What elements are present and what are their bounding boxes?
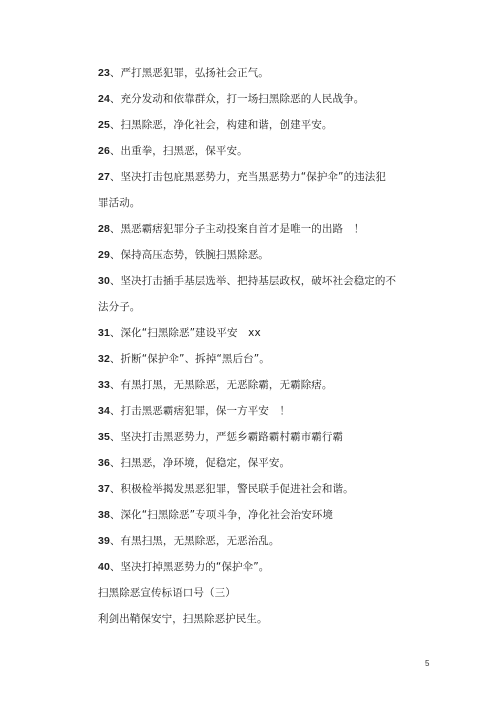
item-number: 38 — [98, 509, 110, 521]
list-item — [98, 170, 408, 210]
list-item — [98, 118, 408, 132]
list-item — [98, 66, 408, 80]
item-number: 30 — [98, 275, 110, 287]
item-text: 、充分发动和依靠群众，打一场扫黑除恶的人民战争。 — [109, 93, 365, 105]
item-text: 、积极检举揭发黑恶犯罪，警民联手促进社会和谐。 — [109, 483, 354, 495]
item-number: 32 — [98, 353, 110, 365]
item-text: 、严打黑恶犯罪，弘扬社会正气。 — [109, 67, 269, 79]
list-item — [98, 248, 408, 262]
item-text: 、黑恶霸痞犯罪分子主动投案自首才是唯一的出路 ！ — [109, 223, 365, 235]
item-text: 、有黑扫黑，无黑除恶，无恶治乱。 — [109, 535, 280, 547]
section-heading: 扫黑除恶宣传标语口号（三） — [98, 587, 236, 599]
item-text: 、坚决打击黑恶势力，严惩乡霸路霸村霸市霸行霸 — [109, 431, 344, 443]
list-item — [98, 92, 408, 106]
item-text: 、保持高压态势，铁腕扫黑除恶。 — [109, 249, 269, 261]
final-slogan: 利剑出鞘保安宁，扫黑除恶护民生。 — [98, 613, 268, 625]
item-text: 、深化“扫黑除恶”建设平安 xx — [109, 327, 261, 339]
item-number: 29 — [98, 249, 110, 261]
list-item — [98, 404, 408, 418]
item-number: 33 — [98, 379, 110, 391]
item-continuation: 法分子。 — [98, 301, 141, 313]
item-text: 、出重拳，扫黑恶，保平安。 — [109, 145, 248, 157]
list-item — [98, 534, 408, 548]
list-item — [98, 508, 408, 522]
list-item — [98, 274, 408, 314]
item-number: 25 — [98, 119, 110, 131]
item-number: 24 — [98, 93, 110, 105]
item-text: 、打击黑恶霸痞犯罪，保一方平安 ！ — [109, 405, 291, 417]
item-text: 、有黑打黑，无黑除恶，无恶除霸，无霸除痞。 — [109, 379, 333, 391]
item-continuation: 罪活动。 — [98, 197, 141, 209]
item-text: 、坚决打击插手基层选举、把持基层政权，破坏社会稳定的不 — [109, 275, 397, 287]
item-number: 27 — [98, 171, 110, 183]
list-item — [98, 378, 408, 392]
item-number: 37 — [98, 483, 110, 495]
page-number: 5 — [425, 659, 430, 668]
item-text: 、深化“扫黑除恶”专项斗争，净化社会治安环境 — [109, 509, 333, 521]
item-number: 31 — [98, 327, 110, 339]
list-item — [98, 352, 408, 366]
item-number: 26 — [98, 145, 110, 157]
list-item — [98, 430, 408, 444]
list-item — [98, 326, 408, 340]
list-item — [98, 144, 408, 158]
item-text: 、坚决打击包庇黑恶势力，充当黑恶势力“保护伞”的违法犯 — [109, 171, 386, 183]
item-text: 、扫黑除恶，净化社会，构建和谐，创建平安。 — [109, 119, 333, 131]
item-number: 23 — [98, 67, 110, 79]
item-number: 35 — [98, 431, 110, 443]
item-number: 28 — [98, 223, 110, 235]
item-text: 、坚决打掉黑恶势力的“保护伞”。 — [109, 561, 270, 573]
list-item — [98, 222, 408, 236]
item-number: 39 — [98, 535, 110, 547]
item-number: 36 — [98, 457, 110, 469]
item-number: 40 — [98, 561, 110, 573]
item-text: 、折断“保护伞”、拆掉“黑后台”。 — [109, 353, 270, 365]
slogan-list — [98, 66, 408, 626]
list-item — [98, 482, 408, 496]
list-item — [98, 456, 408, 470]
item-number: 34 — [98, 405, 110, 417]
list-item — [98, 560, 408, 574]
item-text: 、扫黑恶，净环境，促稳定，保平安。 — [109, 457, 291, 469]
